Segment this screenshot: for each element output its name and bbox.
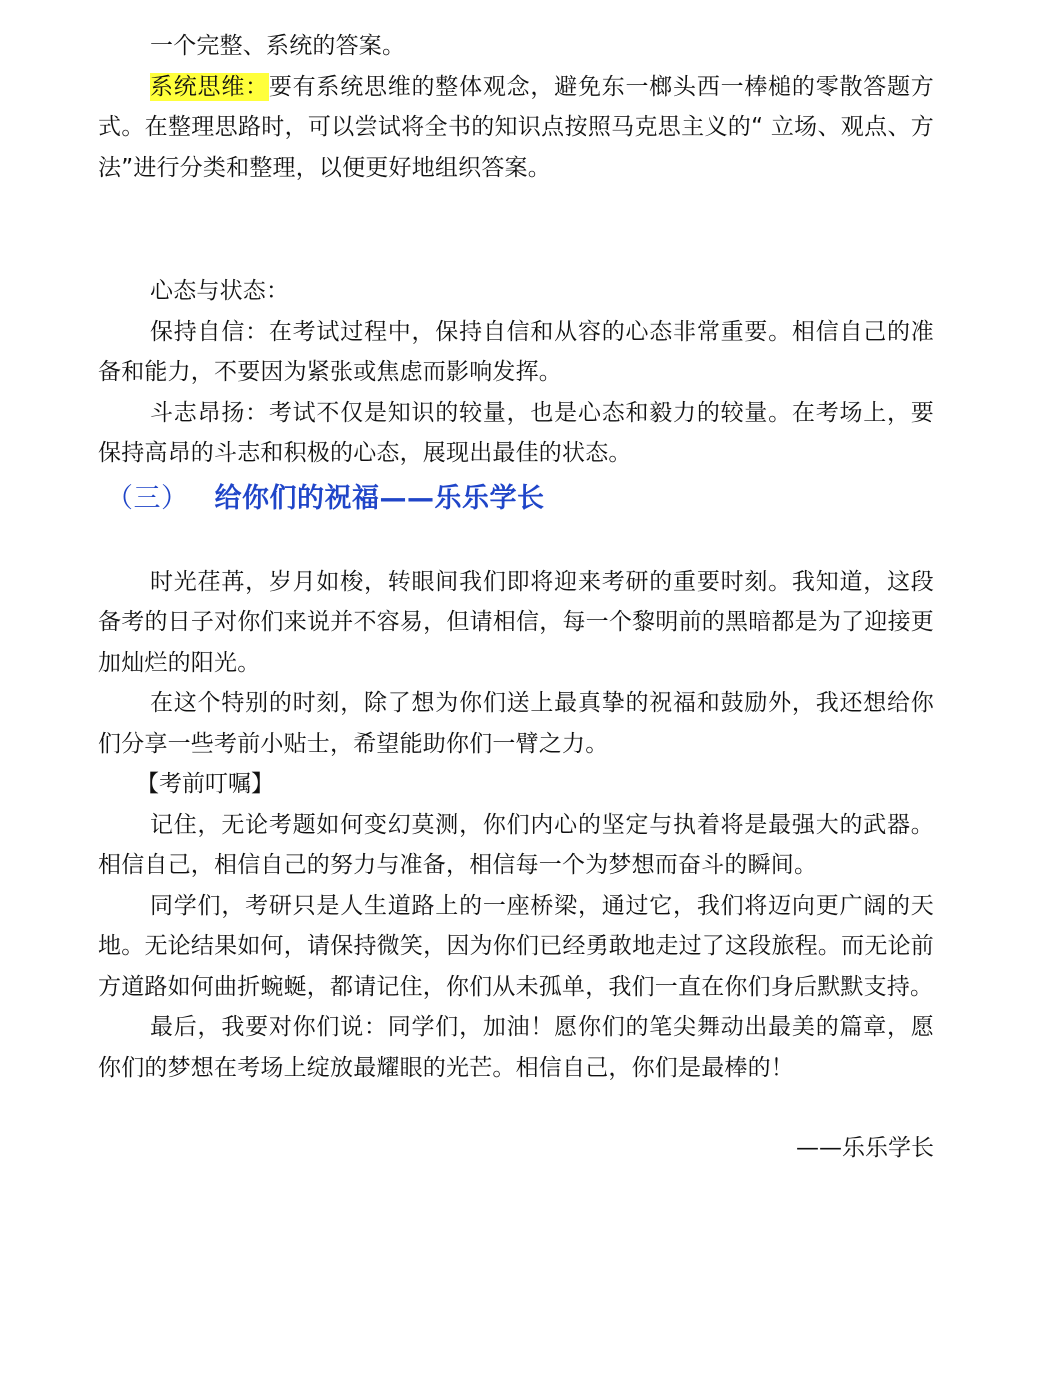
mindset-spirit-paragraph: 斗志昂扬：考试不仅是知识的较量，也是心态和毅力的较量。在考场上，要保持高昂的斗志和积极的心态，展现出最佳的状态。 <box>98 399 934 466</box>
mindset-confidence-paragraph: 保持自信：在考试过程中，保持自信和从容的心态非常重要。相信自己的准备和能力，不要因为紧张或焦虑而影响发挥。 <box>98 318 934 385</box>
blessing-paragraph-3: 记住，无论考题如何变幻莫测，你们内心的坚定与执着将是最强大的武器。相信自己，相信自己的努力与准备，相信每一个为梦想而奋斗的瞬间。 <box>98 811 934 878</box>
system-thinking-paragraph <box>98 67 934 189</box>
blessing-paragraph-2: 在这个特别的时刻，除了想为你们送上最真挚的祝福和鼓励外，我还想给你们分享一些考前小贴士，希望能助你们一臂之力。 <box>98 690 934 757</box>
blessing-paragraph-1: 时光荏苒，岁月如梭，转眼间我们即将迎来考研的重要时刻。我知道，这段备考的日子对你们来说并不容易，但请相信，每一个黎明前的黑暗都是为了迎接更加灿烂的阳光。 <box>98 568 934 676</box>
spacer <box>98 519 934 562</box>
spacer <box>98 188 934 271</box>
system-thinking-text: 要有系统思维的整体观念，避免东一榔头西一棒槌的零散答题方式。在整理思路时，可以尝试将全书的知识点按照马克思主义的“ 立场、观点、方法”进行分类和整理，以便更好地组织答案。 <box>98 73 934 181</box>
document-page <box>98 26 934 1168</box>
mindset-title: 心态与状态： <box>150 278 290 304</box>
section-number: （三） <box>106 482 189 514</box>
tips-title: 【考前叮嘱】 <box>136 771 274 797</box>
system-thinking-label: 系统思维： <box>150 73 269 100</box>
blessing-paragraph-4: 同学们，考研只是人生道路上的一座桥梁，通过它，我们将迈向更广阔的天地。无论结果如何，请保持微笑，因为你们已经勇敢地走过了这段旅程。而无论前方道路如何曲折蜿蜒，都请记住，你们从未孤单，我们一直在你们身后默默支持。 <box>98 892 934 1000</box>
signature: ——乐乐学长 <box>796 1135 934 1161</box>
section-heading <box>106 479 934 519</box>
section-heading-text: 给你们的祝福——乐乐学长 <box>214 482 545 514</box>
answer-continuation: 一个完整、系统的答案。 <box>150 33 406 59</box>
blessing-paragraph-5: 最后，我要对你们说：同学们，加油！愿你们的笔尖舞动出最美的篇章，愿你们的梦想在考场上绽放最耀眼的光芒。相信自己，你们是最棒的！ <box>98 1014 934 1081</box>
